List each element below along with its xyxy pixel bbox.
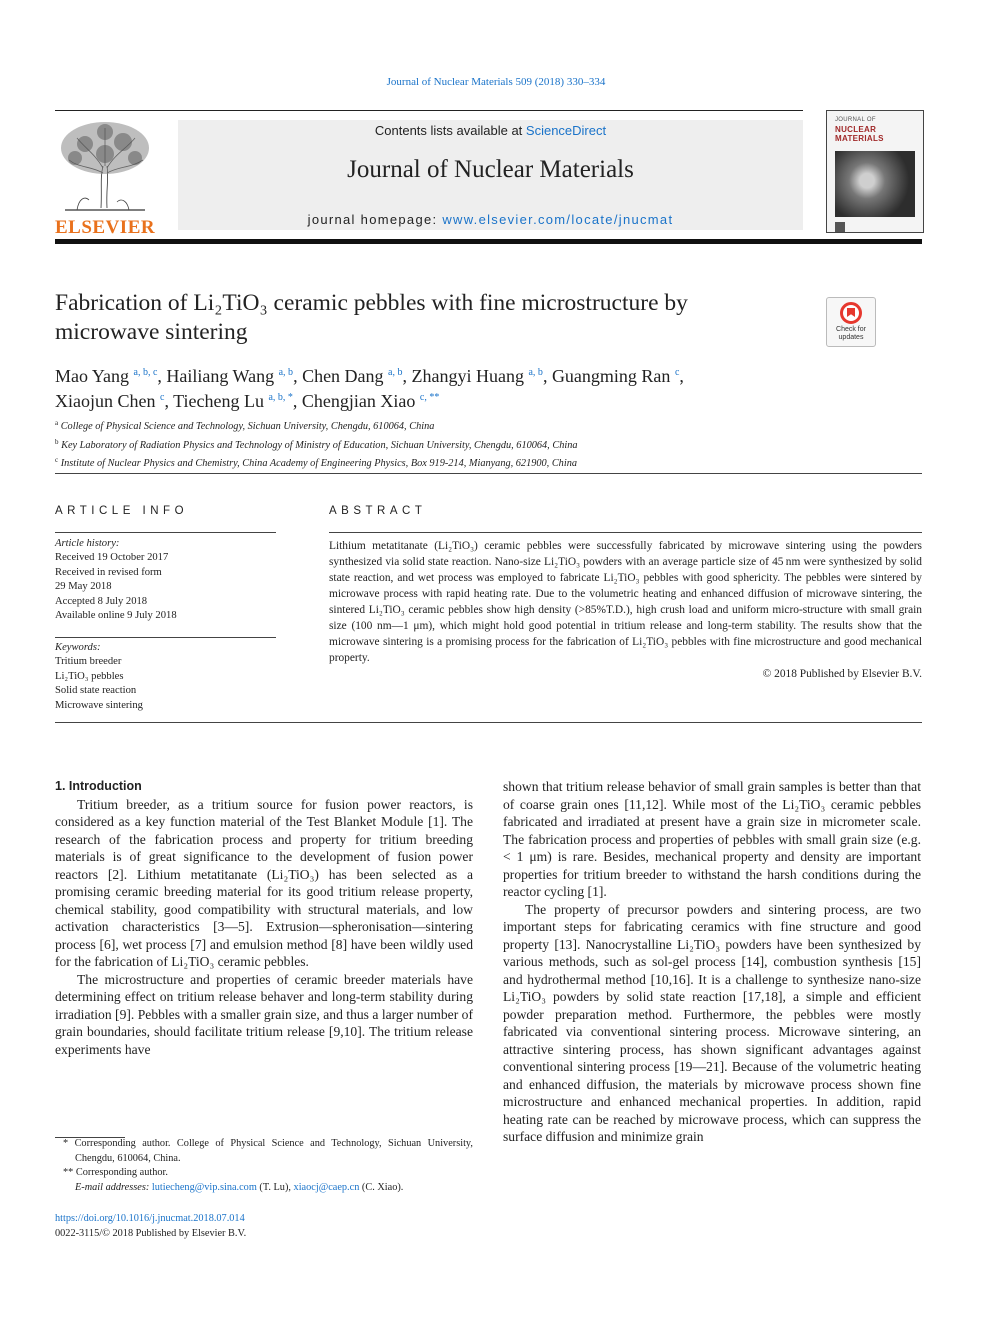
keywords-rule (55, 637, 276, 638)
abstract-heading: ABSTRACT (329, 505, 427, 517)
author[interactable]: Hailiang Wang $^{a, b}$ (166, 366, 294, 386)
issn-line: 0022-3115/© 2018 Published by Elsevier B.V. (55, 1228, 247, 1239)
history-item: Available online 9 July 2018 (55, 610, 177, 622)
body-right-column (503, 778, 921, 1146)
corresponding-author-note: * Corresponding author. College of Physical Science and Technology, Sichuan University, Chengdu, 610064, China. (63, 1138, 473, 1164)
affiliation-item: $^b$ Key Laboratory of Radiation Physics and Technology of Ministry of Education, Sichuan University, Chengdu, 610064, China (55, 437, 578, 451)
cover-image (835, 151, 915, 217)
contents-line (178, 123, 803, 138)
abstract-copyright: © 2018 Published by Elsevier B.V. (762, 668, 922, 680)
journal-masthead (178, 120, 803, 230)
paragraph: Tritium breeder, as a tritium source for fusion power reactors, is considered as a key function material of the Test Blanket Module [1]. The research of the fabrication process and property for tritium breeding materials is of great significance to the development of fusion power reactors [2]. Lithium metatitanate (Li₂TiO₃) has been selected as a promising ceramic breeding material for its good tritium release property, chemical stability, good compatibility with structural materials, and low activation characteristics [3—5]. Extrusion—spheronisation—sintering process [6], wet process [7] and emulsion method [8] have been wildly used for the fabrication of Li₂TiO₃ ceramic pebbles. (55, 796, 473, 969)
paragraph: The property of precursor powders and sintering process, are two important steps for fabricating ceramics with fine structure and good property [13]. Nanocrystalline Li₂TiO₃ powders have been synthesized by various methods, such as sol-gel process [14], combustion synthesis [15] and hydrothermal method [10,16]. It is a challenge to synthesize nano-size Li₂TiO₃ powders by solid state reaction [17,18], a simple and efficient powder preparation method. Furthermore, the pebbles were mostly fabricated via conventional sintering process. Microwave sintering, an attractive sintering process, has shown significant advantages against conventional sintering process [19—21]. Because of the volumetric heating and enhanced diffusion, the materials by microwave process shown fine microstructure and enhanced mechanical properties. In addition, rapid heating rate can be reached by microwave process, which can suppress the surface diffusion and minimize grain (503, 901, 921, 1144)
keywords-label: Keywords: (55, 642, 101, 653)
history-item: 29 May 2018 (55, 581, 112, 593)
corresponding-author-note: ** Corresponding author. (63, 1167, 168, 1179)
title-block-rule (55, 473, 922, 474)
abstract-end-rule (55, 722, 922, 723)
affiliation-item: $^a$ College of Physical Science and Technology, Sichuan University, Chengdu, 610064, China (55, 419, 435, 432)
abstract (329, 538, 922, 682)
journal-citation[interactable]: Journal of Nuclear Materials 509 (2018) 330–334 (386, 76, 606, 88)
author[interactable]: Tiecheng Lu $^{a, b, *}$ (173, 391, 293, 411)
history-item: Accepted 8 July 2018 (55, 595, 148, 607)
paragraph: shown that tritium release behavior of small grain samples is better than that of coarse grain ones [11,12]. While most of the Li₂TiO₃ ceramic pebbles fabricated and irradiated at present have a grain size in micrometer scale. The fabrication process and properties of pebbles with small grain size (e.g. < 1 μm) is rare. Besides, mechanical property and density are important properties for tritium breeder to withstand the harsh conditions during the reactor cycling [1]. (503, 779, 921, 899)
homepage-line (178, 212, 803, 227)
author[interactable]: Chengjian Xiao $^{c, **}$ (301, 391, 440, 411)
email-link[interactable]: xiaocj@caep.cn (293, 1181, 360, 1193)
elsevier-wordmark: ELSEVIER (55, 217, 156, 238)
email-addresses (55, 1181, 473, 1196)
keyword: Li₂TiO₃ pebbles (55, 670, 124, 682)
header-rule (55, 110, 803, 111)
check-for-updates-button[interactable] (826, 297, 876, 347)
author[interactable]: Guangming Ran $^c$ (551, 366, 680, 386)
paragraph: The microstructure and properties of ceramic breeder materials have determining effect on tritium release behaver and long-term stability during irradiation [9]. Pebbles with a smaller grain size, and thus a larger number of grain boundaries, should facilitate tritium release [9,10]. The tritium release experiments have (55, 971, 473, 1057)
contents-prefix: Contents lists available at (374, 123, 526, 138)
crossmark-label (827, 326, 875, 341)
sciencedirect-link[interactable]: ScienceDirect (525, 123, 607, 138)
article-info-rule (55, 532, 276, 533)
keyword: Solid state reaction (55, 685, 137, 697)
cover-title (827, 111, 923, 145)
keyword: Tritium breeder (55, 656, 122, 668)
homepage-link[interactable]: www.elsevier.com/locate/jnucmat (442, 212, 674, 227)
author[interactable]: Xiaojun Chen $^c$ (55, 391, 165, 411)
email-owner: (T. Lu), (256, 1181, 294, 1193)
author[interactable]: Chen Dang $^{a, b}$ (302, 366, 403, 386)
cover-title-line1: JOURNAL OF (835, 117, 876, 123)
abstract-rule (329, 532, 922, 533)
article-info-heading: ARTICLE INFO (55, 505, 189, 517)
article-history (55, 537, 276, 623)
elsevier-logo[interactable] (55, 118, 155, 236)
author-list: Mao Yang $^{a, b, c}$, Hailiang Wang $^{a, b}$, Chen Dang $^{a, b}$, Zhangyi Huang $^{a, b}$, Guangming Ran $^c$, Xiaojun Chen $^c$, Tiecheng Lu $^{a, b, *}$, Chengjian Xiao $^{c, **}$ (55, 366, 684, 411)
article-title: Fabrication of Li₂TiO₃ ceramic pebbles with fine microstructure by microwave sintering (55, 290, 688, 345)
history-item: Received 19 October 2017 (55, 552, 169, 564)
email-owner: (C. Xiao). (359, 1181, 404, 1193)
author[interactable]: Zhangyi Huang $^{a, b}$ (411, 366, 543, 386)
affiliation-item: $^c$ Institute of Nuclear Physics and Chemistry, China Academy of Engineering Physics, Box 919-214, Mianyang, 621900, China (55, 456, 577, 469)
history-label: Article history: (55, 538, 120, 549)
abstract-text: Lithium metatitanate (Li₂TiO₃) ceramic pebbles were successfully fabricated by microwave sintering using the powders synthesized via solid state reaction. Nano-size Li₂TiO₃ powders with an average particle size of 45 nm were synthesized by solid state reaction, and wet process was employed to fabricate Li₂TiO₃ pebbles with good sphericity. The pebbles were sintered by microwave process with rapid heating rate. Due to the volumetric heating and enhanced diffusion of microwave sintering, the sintered Li₂TiO₃ ceramic pebbles show high density (>85%T.D.), high crush load and uniform micro-structure with small grain size (100 nm—1 μm), which might hold good potential in tritium release and long-term stability. The results show that the microwave sintering is a promising process for the fabrication of Li₂TiO₃ pebbles with fine microstructure and good mechanical property. (329, 540, 922, 664)
elsevier-tree-icon (55, 118, 155, 214)
section-title: 1. Introduction (55, 779, 142, 793)
email-link[interactable]: lutiecheng@vip.sina.com (151, 1181, 257, 1193)
affiliations (55, 416, 915, 472)
journal-cover-thumbnail[interactable] (826, 110, 924, 233)
history-item: Received in revised form (55, 566, 162, 578)
body-left-column (55, 778, 473, 1058)
email-label: E-mail addresses: (75, 1181, 152, 1193)
footnotes (55, 1137, 473, 1195)
doi-block (55, 1211, 246, 1241)
homepage-prefix: journal homepage: (307, 212, 443, 227)
keywords (55, 641, 276, 713)
journal-name: Journal of Nuclear Materials (347, 156, 634, 183)
cover-title-line2: NUCLEAR MATERIALS (835, 125, 884, 143)
crossmark-line1: Check for (836, 326, 866, 333)
cover-publisher-mark (835, 222, 845, 232)
crossmark-line2: updates (838, 333, 864, 341)
author[interactable]: Mao Yang $^{a, b, c}$ (55, 366, 158, 386)
header-thick-rule (55, 239, 922, 244)
keyword: Microwave sintering (55, 699, 143, 711)
crossmark-icon (840, 302, 862, 324)
doi-link[interactable]: https://doi.org/10.1016/j.jnucmat.2018.07.014 (55, 1213, 245, 1224)
